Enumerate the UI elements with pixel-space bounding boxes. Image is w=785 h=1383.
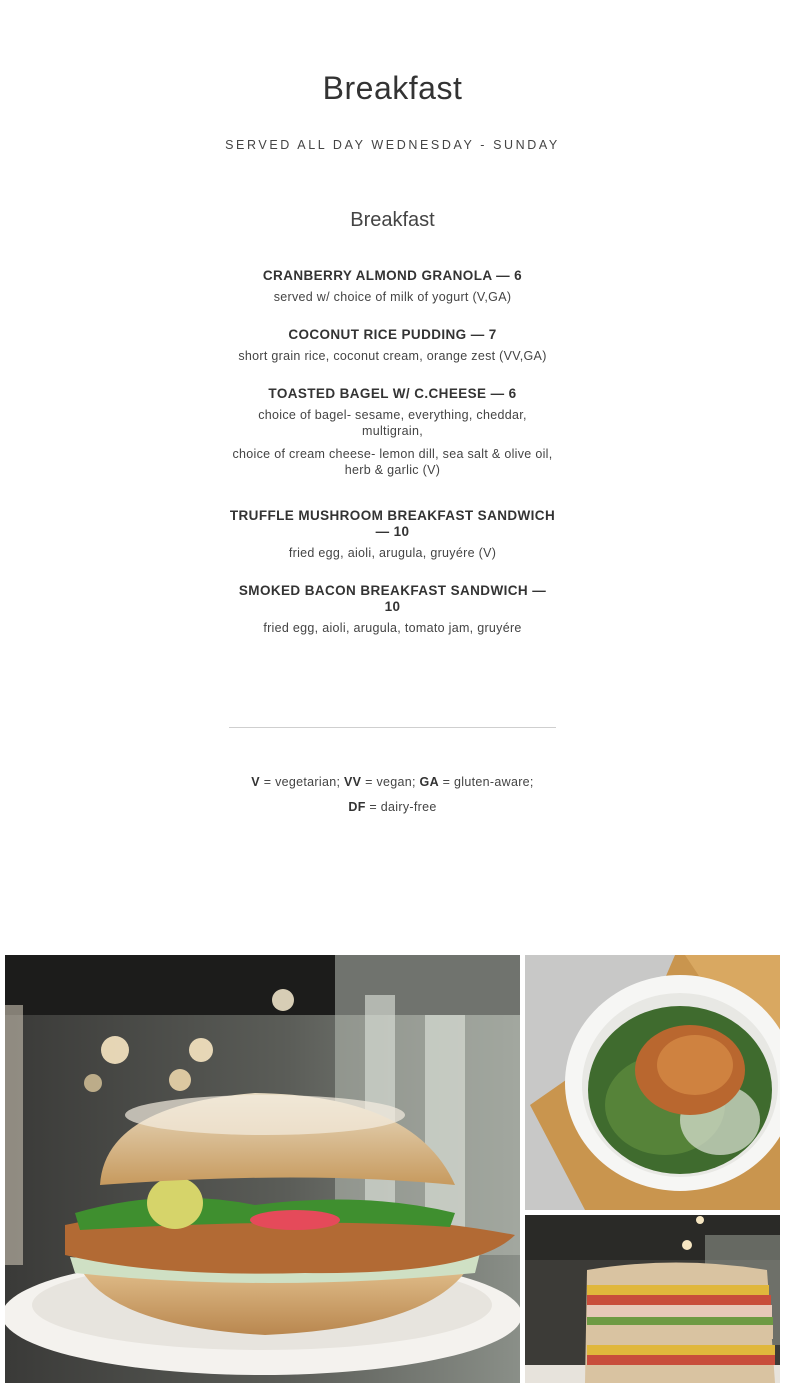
photo-club-sandwich[interactable] <box>525 1215 780 1383</box>
menu-item-desc: fried egg, aioli, arugula, gruyére (V) <box>288 546 497 560</box>
menu-section <box>229 205 556 658</box>
photo-chicken-sandwich[interactable] <box>5 955 520 1383</box>
legend-line-1 <box>229 770 556 795</box>
menu-item-truffle-sandwich <box>229 508 556 561</box>
menu-item-name: COCONUT RICE PUDDING — 7 <box>288 327 497 342</box>
section-title: Breakfast <box>350 209 435 231</box>
page-title: Breakfast <box>322 70 463 106</box>
menu-item-bagel <box>229 386 556 478</box>
menu-item-bacon-sandwich <box>229 583 556 636</box>
menu-item-name: TOASTED BAGEL W/ C.CHEESE — 6 <box>268 386 517 401</box>
legend-abbr-df: DF <box>348 800 366 814</box>
menu-item-desc: choice of bagel- sesame, everything, cheddar, multigrain, <box>258 408 527 438</box>
menu-item-rice-pudding <box>229 327 556 364</box>
legend-text-df: = dairy-free <box>365 800 437 814</box>
menu-item-desc: fried egg, aioli, arugula, tomato jam, gruyére <box>263 621 522 635</box>
menu-item-name: SMOKED BACON BREAKFAST SANDWICH — 10 <box>238 583 547 614</box>
divider <box>229 727 556 728</box>
legend-text-ga: = gluten-aware; <box>438 775 534 789</box>
legend-abbr-v: V <box>251 775 260 789</box>
legend-abbr-ga: GA <box>419 775 439 789</box>
menu-item-desc: served w/ choice of milk of yogurt (V,GA) <box>273 290 512 304</box>
dietary-legend <box>229 770 556 820</box>
menu-item-name: CRANBERRY ALMOND GRANOLA — 6 <box>262 268 523 283</box>
legend-line-2 <box>229 795 556 820</box>
page-subtitle: SERVED ALL DAY WEDNESDAY - SUNDAY <box>225 138 560 152</box>
photo-salad-bowl[interactable] <box>525 955 780 1210</box>
menu-item-desc: short grain rice, coconut cream, orange zest (VV,GA) <box>238 349 547 363</box>
legend-text-vv: = vegan; <box>361 775 420 789</box>
menu-item-granola <box>229 268 556 305</box>
menu-item-name: TRUFFLE MUSHROOM BREAKFAST SANDWICH — 10 <box>229 508 556 539</box>
legend-text-v: = vegetarian; <box>259 775 345 789</box>
legend-abbr-vv: VV <box>344 775 362 789</box>
menu-item-desc: choice of cream cheese- lemon dill, sea salt & olive oil, herb & garlic (V) <box>232 447 553 477</box>
